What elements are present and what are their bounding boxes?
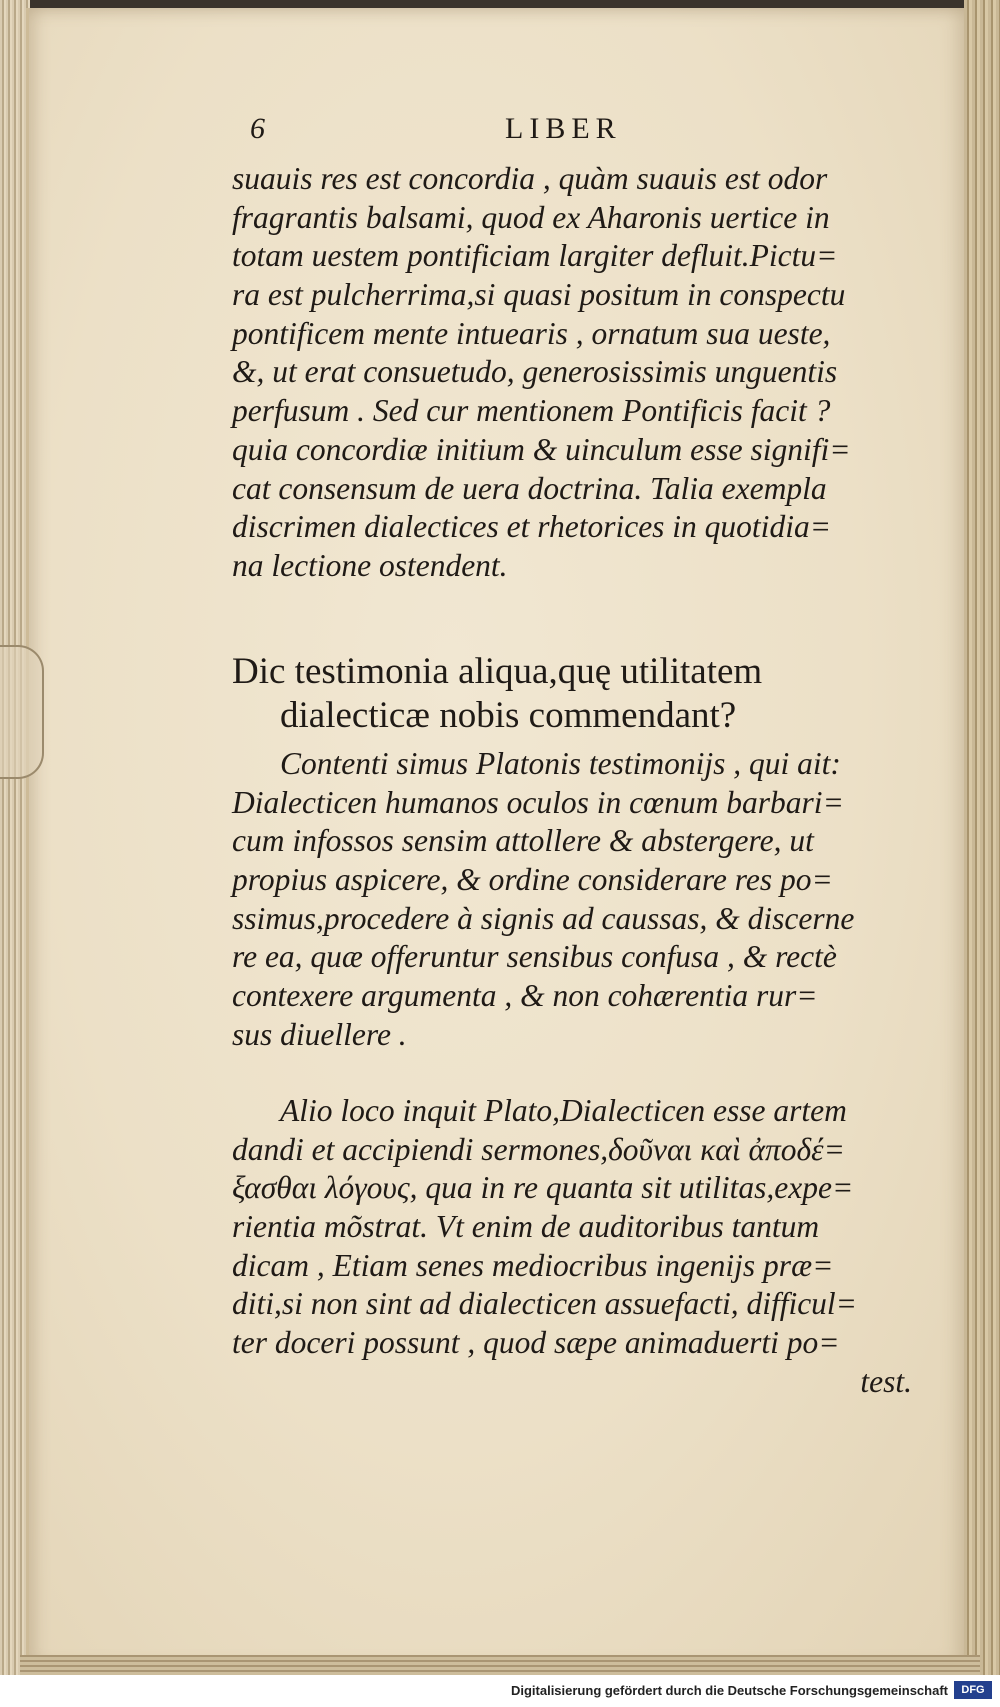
question-heading [232, 650, 912, 738]
page-header [250, 112, 680, 152]
text-line: propius aspicere, & ordine considerare res po= [232, 862, 833, 898]
text-line: suauis res est concordia , quàm suauis est odor [232, 161, 828, 196]
dfg-logo-icon: DFG [954, 1681, 992, 1699]
paragraph-continued [232, 160, 912, 586]
page-edges-right [964, 0, 1000, 1680]
text-line: fragrantis balsami, quod ex Aharonis uertice in [232, 199, 830, 235]
clasp-mark [0, 645, 44, 779]
text-line: totam uestem pontificiam largiter defluit.Pictu= [232, 238, 838, 274]
text-line: ra est pulcherrima,si quasi positum in conspectu [232, 277, 846, 313]
text-line: test. [860, 1363, 912, 1399]
text-line: sus diuellere . [232, 1016, 407, 1052]
text-line: dandi et accipiendi sermones,δοῦναι καὶ ἀποδέ= [232, 1131, 845, 1167]
page-number: 6 [250, 112, 265, 145]
running-head: LIBER [505, 112, 622, 145]
text-line: cum infossos sensim attollere & abstergere, ut [232, 823, 814, 859]
text-line: ξασθαι λόγους, qua in re quanta sit utilitas,expe= [232, 1170, 854, 1206]
heading-line: Dic testimonia aliqua,quę utilitatem [232, 651, 763, 692]
text-line: Dialecticen humanos oculos in cœnum barbari= [232, 784, 844, 820]
text-line: cat consensum de uera doctrina. Talia exempla [232, 470, 827, 506]
digitization-footer [0, 1675, 1000, 1707]
text-line: re ea, quæ offeruntur sensibus confusa , & rectè [232, 939, 837, 975]
text-line: perfusum . Sed cur mentionem Pontificis facit ? [232, 393, 831, 429]
heading-line: dialecticæ nobis commendant? [280, 695, 737, 736]
page-edges-bottom [20, 1655, 980, 1675]
text-line: &, ut erat consuetudo, generosissimis unguentis [232, 354, 838, 390]
text-line: rientia mõstrat. Vt enim de auditoribus tantum [232, 1209, 820, 1245]
text-line: contexere argumenta , & non cohærentia rur= [232, 978, 818, 1014]
footer-credit: Digitalisierung gefördert durch die Deutsche Forschungsgemeinschaft [510, 1683, 948, 1698]
paragraph-answer [232, 745, 912, 1055]
text-line: ssimus,procedere à signis ad caussas, & discerne [232, 900, 855, 936]
text-line: Alio loco inquit Plato,Dialecticen esse artem [280, 1093, 847, 1128]
paragraph-plato [232, 1092, 912, 1402]
text-line: diti,si non sint ad dialecticen assuefacti, difficul= [232, 1286, 857, 1322]
text-line: dicam , Etiam senes mediocribus ingenijs præ= [232, 1247, 834, 1283]
text-line: discrimen dialectices et rhetorices in quotidia= [232, 509, 831, 545]
text-line: ter doceri possunt , quod sæpe animaduerti po= [232, 1325, 840, 1361]
text-line: pontificem mente intuearis , ornatum sua ueste, [232, 315, 831, 351]
text-line: na lectione ostendent. [232, 547, 508, 583]
text-line: quia concordiæ initium & uinculum esse signifi= [232, 431, 851, 467]
text-line: Contenti simus Platonis testimonijs , qui ait: [280, 746, 841, 781]
